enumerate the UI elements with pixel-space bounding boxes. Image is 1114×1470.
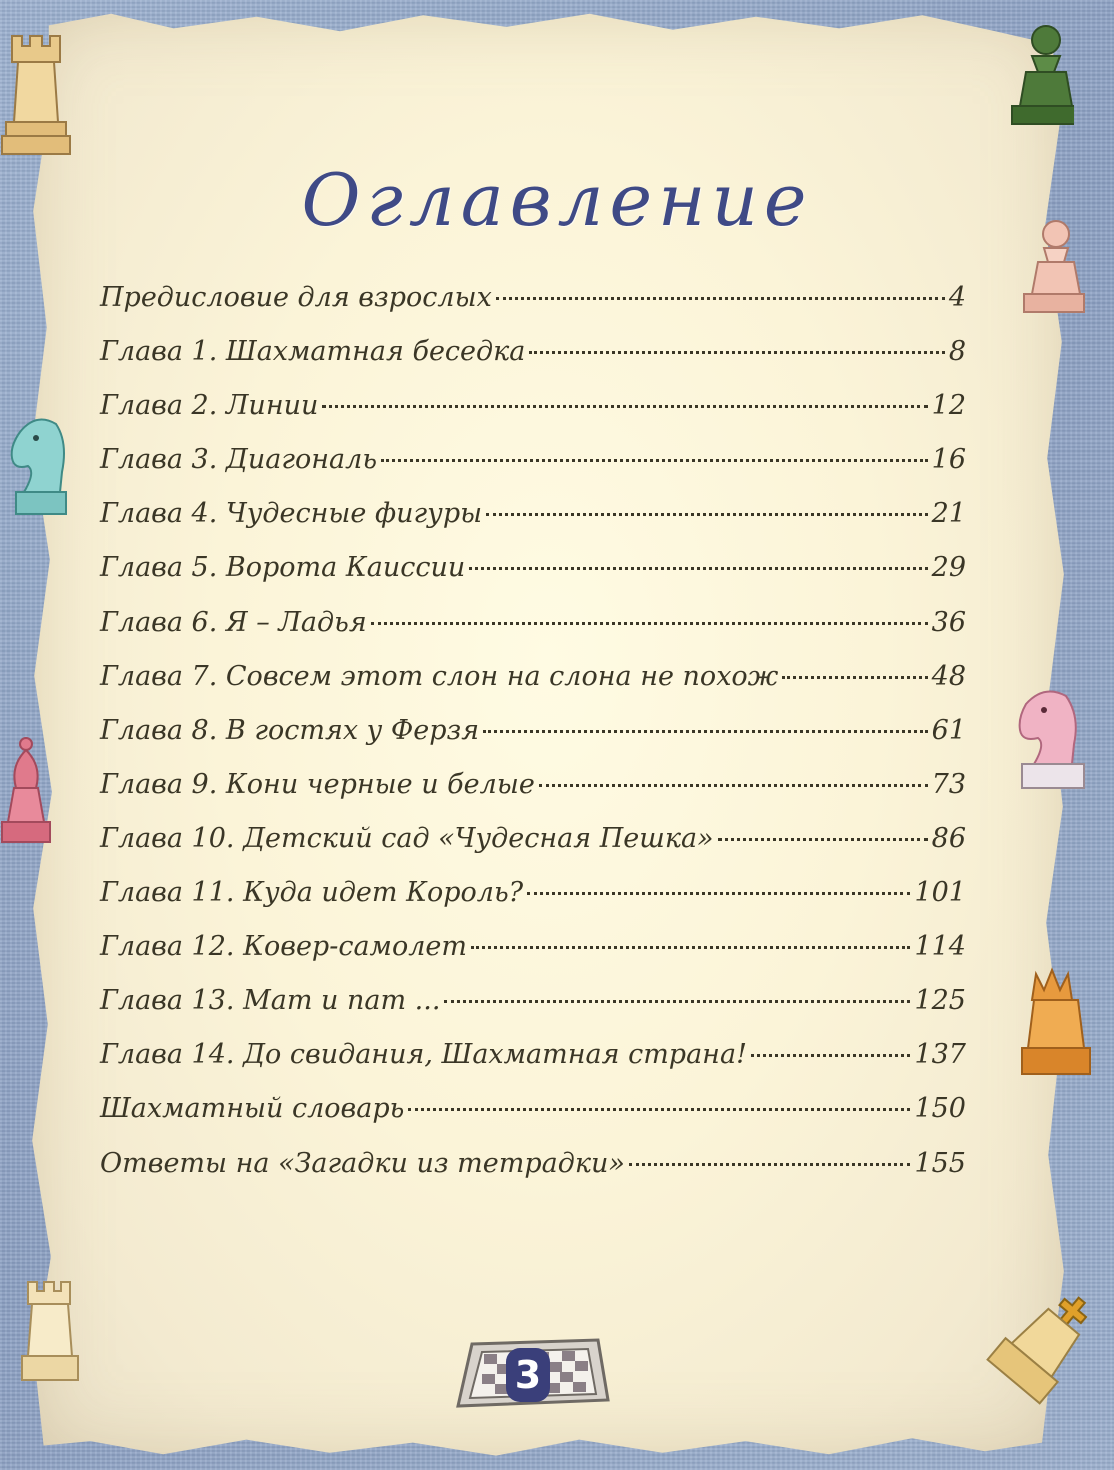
table-of-contents <box>100 282 966 1202</box>
toc-entry-title: Глава 11. Куда идет Король? <box>100 877 524 909</box>
dot-leader <box>483 730 927 733</box>
knight-icon <box>1010 682 1090 794</box>
toc-entry[interactable] <box>100 715 966 769</box>
dot-leader <box>486 513 928 516</box>
toc-entry-page: 114 <box>914 931 966 963</box>
toc-entry[interactable] <box>100 1148 966 1202</box>
toc-entry-page: 101 <box>914 877 966 909</box>
dot-leader <box>471 946 910 949</box>
toc-entry-title: Глава 13. Мат и пат ... <box>100 985 441 1017</box>
toc-entry-title: Шахматный словарь <box>100 1093 405 1125</box>
toc-entry-page: 137 <box>914 1039 966 1071</box>
toc-entry[interactable] <box>100 769 966 823</box>
dot-leader <box>322 405 927 408</box>
toc-entry-title: Глава 6. Я – Ладья <box>100 606 367 638</box>
toc-entry-page: 4 <box>948 282 966 313</box>
toc-entry-title: Ответы на «Загадки из тетрадки» <box>100 1147 625 1179</box>
toc-entry-title: Глава 14. До свидания, Шахматная страна! <box>100 1039 747 1071</box>
toc-entry[interactable] <box>100 877 966 931</box>
toc-entry-title: Глава 3. Диагональ <box>100 444 378 476</box>
toc-entry-page: 150 <box>914 1093 966 1125</box>
dot-leader <box>408 1108 910 1111</box>
toc-entry-title: Предисловие для взрослых <box>100 282 492 313</box>
toc-entry-title: Глава 4. Чудесные фигуры <box>100 498 483 530</box>
toc-entry-title: Глава 10. Детский сад «Чудесная Пешка» <box>100 822 714 854</box>
toc-entry-page: 36 <box>931 606 966 638</box>
toc-entry-title: Глава 5. Ворота Каиссии <box>100 552 466 584</box>
toc-entry[interactable] <box>100 1093 966 1147</box>
rook-icon <box>0 30 72 160</box>
dot-leader <box>496 297 945 300</box>
toc-entry[interactable] <box>100 931 966 985</box>
toc-entry-page: 155 <box>914 1147 966 1179</box>
pawn-icon <box>1002 22 1074 132</box>
toc-entry[interactable] <box>100 985 966 1039</box>
toc-entry-page: 86 <box>931 822 966 854</box>
toc-entry[interactable] <box>100 336 966 390</box>
queen-icon <box>1016 964 1096 1084</box>
knight-icon <box>6 412 70 520</box>
toc-entry-title: Глава 7. Совсем этот слон на слона не похож <box>100 660 779 692</box>
dot-leader <box>469 567 927 570</box>
dot-leader <box>539 784 928 787</box>
toc-entry[interactable] <box>100 444 966 498</box>
toc-entry[interactable] <box>100 607 966 661</box>
toc-entry[interactable] <box>100 498 966 552</box>
toc-entry-title: Глава 9. Кони черные и белые <box>100 768 535 800</box>
toc-entry-page: 61 <box>931 714 966 746</box>
toc-entry[interactable] <box>100 823 966 877</box>
toc-entry-title: Глава 2. Линии <box>100 390 319 422</box>
dot-leader <box>381 459 928 462</box>
rook-icon <box>20 1276 80 1386</box>
toc-entry-page: 48 <box>931 660 966 692</box>
page-number: 3 <box>506 1348 550 1402</box>
dot-leader <box>629 1163 911 1166</box>
toc-entry-page: 8 <box>948 336 966 368</box>
toc-entry[interactable] <box>100 282 966 336</box>
dot-leader <box>782 676 927 679</box>
toc-entry-page: 125 <box>914 985 966 1017</box>
bishop-icon <box>0 736 56 848</box>
dot-leader <box>718 838 928 841</box>
dot-leader <box>529 351 944 354</box>
toc-entry-page: 73 <box>931 768 966 800</box>
dot-leader <box>527 892 910 895</box>
toc-entry-title: Глава 8. В гостях у Ферзя <box>100 714 480 746</box>
toc-entry-title: Глава 1. Шахматная беседка <box>100 336 526 368</box>
toc-entry[interactable] <box>100 661 966 715</box>
page-title: Оглавление <box>301 158 813 242</box>
toc-entry[interactable] <box>100 390 966 444</box>
toc-entry-page: 12 <box>931 390 966 422</box>
dot-leader <box>444 1000 910 1003</box>
toc-entry-page: 29 <box>931 552 966 584</box>
toc-entry-page: 21 <box>931 498 966 530</box>
toc-entry-page: 16 <box>931 444 966 476</box>
toc-entry[interactable] <box>100 552 966 606</box>
dot-leader <box>751 1054 911 1057</box>
toc-entry[interactable] <box>100 1039 966 1093</box>
dot-leader <box>371 622 928 625</box>
toc-entry-title: Глава 12. Ковер-самолет <box>100 931 467 963</box>
